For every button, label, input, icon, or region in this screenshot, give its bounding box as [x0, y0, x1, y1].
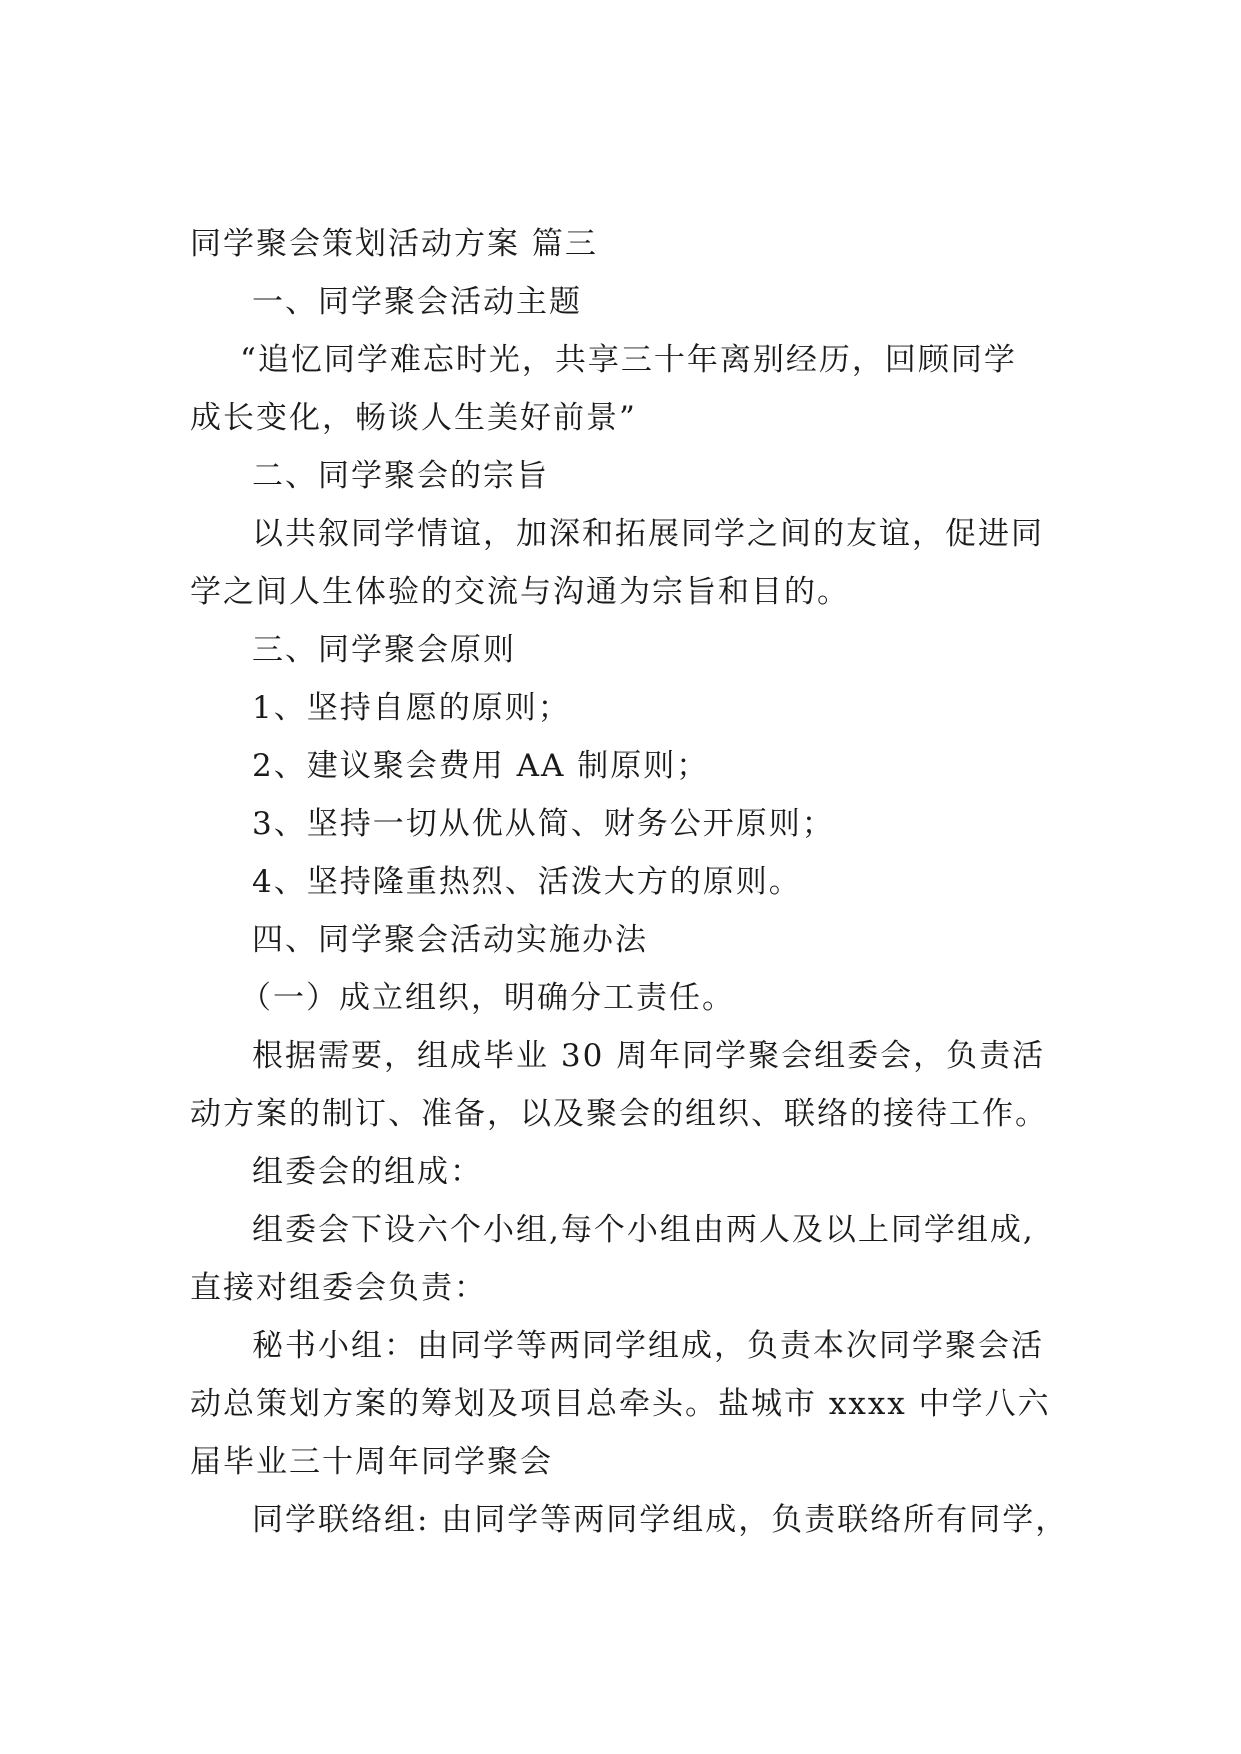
list-item: 1、坚持自愿的原则；	[252, 690, 571, 726]
paragraph-line: 以共叙同学情谊，加深和拓展同学之间的友谊，促进同	[252, 516, 1044, 552]
paragraph-line: 学之间人生体验的交流与沟通为宗旨和目的。	[190, 574, 850, 610]
paragraph-line: 根据需要，组成毕业 30 周年同学聚会组委会，负责活	[252, 1038, 1046, 1074]
subsection-heading: （一）成立组织，明确分工责任。	[240, 980, 735, 1016]
paragraph-line: “追忆同学难忘时光，共享三十年离别经历，回顾同学	[240, 342, 1017, 378]
section-heading-purpose: 二、同学聚会的宗旨	[252, 458, 549, 494]
section-heading-principles: 三、同学聚会原则	[252, 632, 516, 668]
paragraph-line: 组委会的组成：	[252, 1154, 483, 1190]
document-title: 同学聚会策划活动方案 篇三	[190, 226, 598, 262]
list-item: 2、建议聚会费用 AA 制原则；	[252, 748, 710, 784]
paragraph-line: 同学联络组: 由同学等两同学组成，负责联络所有同学，	[252, 1502, 1069, 1538]
paragraph-line: 秘书小组：由同学等两同学组成，负责本次同学聚会活	[252, 1328, 1044, 1364]
paragraph-line: 组委会下设六个小组,每个小组由两人及以上同学组成,	[252, 1212, 1035, 1248]
section-heading-theme: 一、同学聚会活动主题	[252, 284, 582, 320]
paragraph-line: 动方案的制订、准备，以及聚会的组织、联络的接待工作。	[190, 1096, 1048, 1132]
paragraph-line: 直接对组委会负责：	[190, 1270, 487, 1306]
section-heading-implementation: 四、同学聚会活动实施办法	[252, 922, 648, 958]
paragraph-line: 成长变化，畅谈人生美好前景”	[190, 400, 637, 436]
paragraph-line: 动总策划方案的筹划及项目总牵头。盐城市 xxxx 中学八六	[190, 1386, 1051, 1422]
paragraph-line: 届毕业三十周年同学聚会	[190, 1444, 553, 1480]
list-item: 4、坚持隆重热烈、活泼大方的原则。	[252, 864, 802, 900]
list-item: 3、坚持一切从优从简、财务公开原则；	[252, 806, 835, 842]
